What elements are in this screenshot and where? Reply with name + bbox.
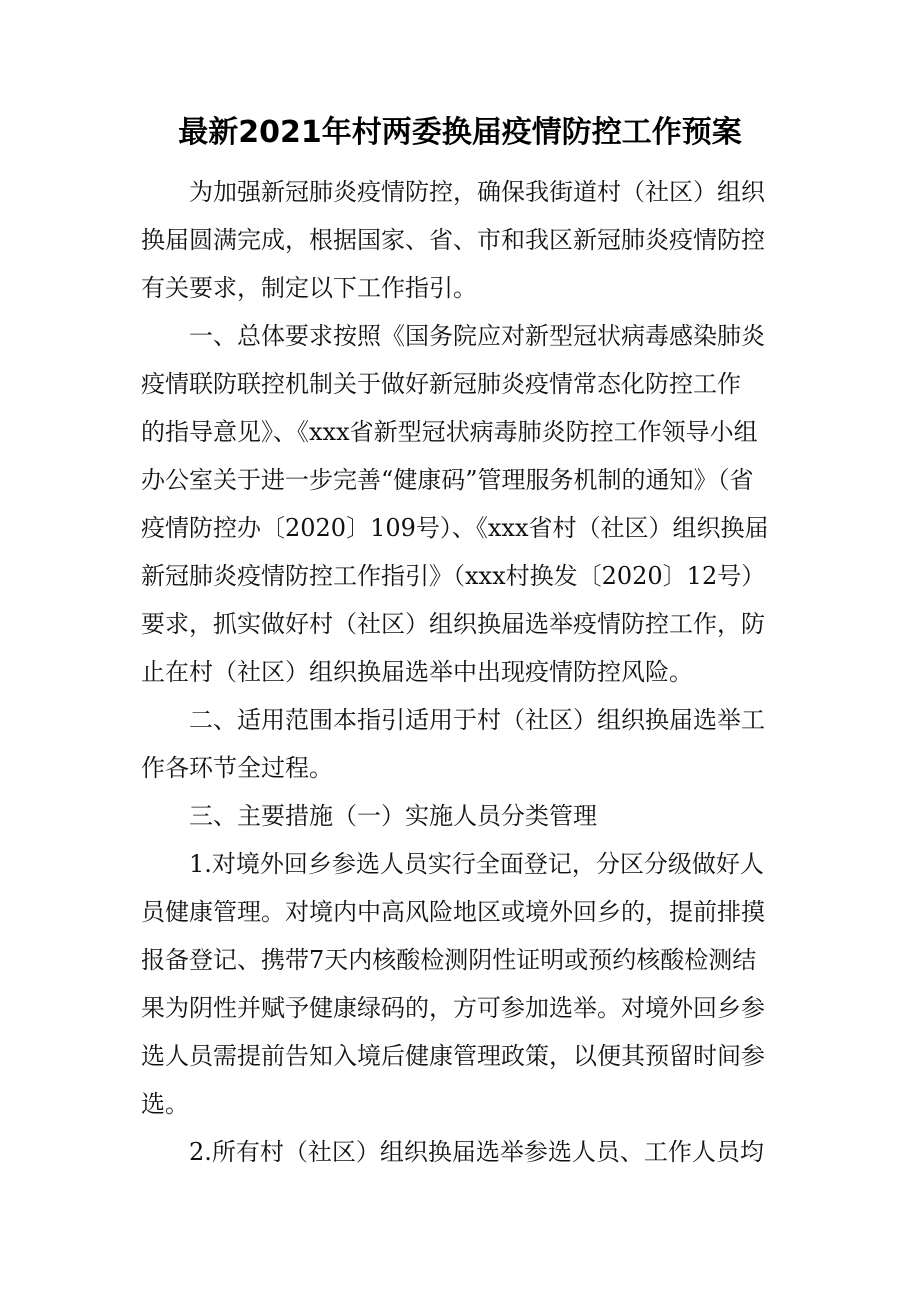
text-line: 员健康管理。对境内中高风险地区或境外回乡的，提前排摸 [141, 898, 765, 926]
text-line: 要求，抓实做好村（社区）组织换届选举疫情防控工作，防 [141, 610, 765, 638]
text-line: 作各环节全过程。 [141, 754, 333, 782]
text-line: 选人员需提前告知入境后健康管理政策，以便其预留时间参 [141, 1042, 765, 1070]
text-line: 2.所有村（社区）组织换届选举参选人员、工作人员均 [189, 1138, 764, 1166]
text-line: 三、主要措施（一）实施人员分类管理 [189, 802, 597, 830]
text-line: 1.对境外回乡参选人员实行全面登记，分区分级做好人 [189, 850, 764, 878]
text-line: 二、适用范围本指引适用于村（社区）组织换届选举工 [189, 706, 765, 734]
text-line: 选。 [141, 1090, 189, 1118]
text-line: 一、总体要求按照《国务院应对新型冠状病毒感染肺炎 [189, 322, 765, 350]
document-title: 最新2021年村两委换届疫情防控工作预案 [178, 115, 742, 150]
text-line: 的指导意见》、《xxx省新型冠状病毒肺炎防控工作领导小组 [141, 418, 758, 446]
text-line: 疫情联防联控机制关于做好新冠肺炎疫情常态化防控工作 [141, 370, 741, 398]
text-line: 新冠肺炎疫情防控工作指引》（xxx村换发〔2020〕12号） [141, 562, 766, 590]
text-line: 疫情防控办〔2020〕109号）、《xxx省村（社区）组织换届 [141, 514, 769, 542]
text-line: 止在村（社区）组织换届选举中出现疫情防控风险。 [141, 658, 693, 686]
text-line: 换届圆满完成，根据国家、省、市和我区新冠肺炎疫情防控 [141, 226, 765, 254]
text-line: 报备登记、携带7天内核酸检测阴性证明或预约核酸检测结 [141, 946, 757, 974]
text-line: 办公室关于进一步完善“健康码”管理服务机制的通知》（省 [141, 466, 754, 494]
text-line: 果为阴性并赋予健康绿码的，方可参加选举。对境外回乡参 [141, 994, 765, 1022]
text-line: 有关要求，制定以下工作指引。 [141, 274, 477, 302]
text-line: 为加强新冠肺炎疫情防控，确保我街道村（社区）组织 [189, 178, 765, 206]
